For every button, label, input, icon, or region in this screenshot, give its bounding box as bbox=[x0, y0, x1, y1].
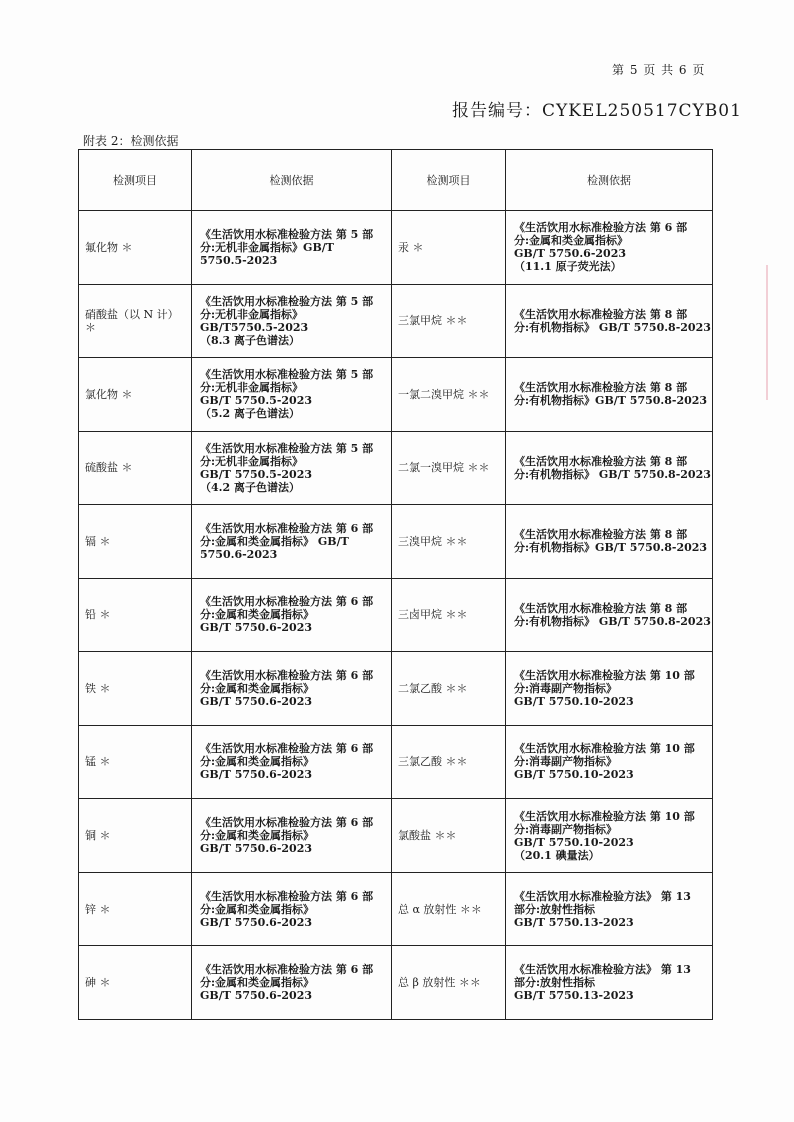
table-row bbox=[79, 872, 713, 946]
method-line: GB/T 5750.13-2023 bbox=[514, 989, 634, 1003]
method-cell-right bbox=[506, 872, 713, 946]
method-cell-right bbox=[506, 652, 713, 726]
method-cell-right bbox=[506, 358, 713, 432]
method-cell-left bbox=[192, 799, 392, 873]
method-line: GB/T 5750.6-2023 bbox=[200, 694, 313, 708]
method-line: 分:金属和类金属指标》 bbox=[200, 976, 315, 990]
method-line: 分:有机物指标》 GB/T 5750.8-2023 bbox=[514, 614, 711, 628]
item-cell-right: 二氯乙酸 ＊＊ bbox=[392, 652, 506, 726]
method-cell-right bbox=[506, 946, 713, 1020]
method-line: （4.2 离子色谱法） bbox=[200, 480, 300, 494]
method-line: 《生活饮用水标准检验方法 第 6 部 bbox=[200, 742, 374, 756]
method-line: 《生活饮用水标准检验方法 第 5 部 bbox=[200, 441, 374, 455]
method-cell-left bbox=[192, 211, 392, 285]
method-cell-left bbox=[192, 358, 392, 432]
method-line: GB/T 5750.6-2023 bbox=[200, 621, 313, 635]
method-line: 5750.5-2023 bbox=[200, 253, 278, 267]
method-line: GB/T 5750.10-2023 bbox=[514, 694, 634, 708]
method-line: 《生活饮用水标准检验方法 第 10 部 bbox=[514, 742, 695, 756]
table-row bbox=[79, 505, 713, 579]
table-row bbox=[79, 431, 713, 505]
method-cell-right bbox=[506, 578, 713, 652]
method-line: 分:有机物指标》 GB/T 5750.8-2023 bbox=[514, 320, 711, 334]
method-line: 《生活饮用水标准检验方法 第 6 部 bbox=[200, 595, 374, 609]
method-line: 分:金属和类金属指标》 bbox=[200, 681, 315, 695]
detection-basis-table bbox=[78, 149, 713, 1020]
method-line: （8.3 离子色谱法） bbox=[200, 333, 300, 347]
item-cell-left: 铁 ＊ bbox=[79, 652, 192, 726]
item-cell-left: 镉 ＊ bbox=[79, 505, 192, 579]
table-row bbox=[79, 578, 713, 652]
item-cell-left: 铅 ＊ bbox=[79, 578, 192, 652]
header-item-1: 检测项目 bbox=[79, 150, 192, 211]
method-cell-right bbox=[506, 505, 713, 579]
method-line: GB/T 5750.6-2023 bbox=[514, 247, 627, 261]
item-cell-left: 锰 ＊ bbox=[79, 725, 192, 799]
method-line: 《生活饮用水标准检验方法 第 5 部 bbox=[200, 227, 374, 241]
method-line: 分:无机非金属指标》 bbox=[200, 454, 304, 468]
method-line: 《生活饮用水标准检验方法》 第 13 bbox=[514, 963, 691, 977]
report-number: 报告编号：CYKEL250517CYB01 bbox=[452, 101, 742, 121]
method-line: 《生活饮用水标准检验方法 第 5 部 bbox=[200, 294, 374, 308]
item-cell-right: 汞 ＊ bbox=[392, 211, 506, 285]
appendix-title: 附表 2：检测依据 bbox=[83, 134, 179, 148]
method-line: 《生活饮用水标准检验方法 第 8 部 bbox=[514, 307, 688, 321]
method-cell-right bbox=[506, 431, 713, 505]
method-line: GB/T 5750.5-2023 bbox=[200, 467, 313, 481]
method-line: 5750.6-2023 bbox=[200, 547, 278, 561]
method-line: GB/T 5750.6-2023 bbox=[200, 915, 313, 929]
method-line: 《生活饮用水标准检验方法 第 6 部 bbox=[200, 668, 374, 682]
method-cell-right bbox=[506, 799, 713, 873]
method-cell-left bbox=[192, 284, 392, 358]
method-line: GB/T 5750.13-2023 bbox=[514, 915, 634, 929]
table-header-row bbox=[79, 150, 713, 211]
method-line: 《生活饮用水标准检验方法 第 8 部 bbox=[514, 528, 688, 542]
header-item-2: 检测项目 bbox=[392, 150, 506, 211]
method-line: 《生活饮用水标准检验方法 第 6 部 bbox=[200, 521, 374, 535]
method-line: 《生活饮用水标准检验方法 第 5 部 bbox=[200, 368, 374, 382]
method-line: 分:无机非金属指标》 bbox=[200, 381, 304, 395]
method-line: （20.1 碘量法） bbox=[514, 848, 600, 862]
method-cell-left bbox=[192, 431, 392, 505]
item-cell-left: 硝酸盐（以 N 计）＊ bbox=[79, 284, 192, 358]
method-line: GB/T 5750.5-2023 bbox=[200, 394, 313, 408]
method-line: 分:无机非金属指标》GB/T bbox=[200, 240, 334, 254]
method-line: 分:金属和类金属指标》 bbox=[200, 902, 315, 916]
method-line: （11.1 原子荧光法） bbox=[514, 260, 622, 274]
item-cell-right: 三氯乙酸 ＊＊ bbox=[392, 725, 506, 799]
method-cell-right bbox=[506, 725, 713, 799]
header-method-1: 检测依据 bbox=[192, 150, 392, 211]
method-line: 分:无机非金属指标》 bbox=[200, 307, 304, 321]
item-cell-left: 硫酸盐 ＊ bbox=[79, 431, 192, 505]
method-line: 《生活饮用水标准检验方法 第 6 部 bbox=[200, 963, 374, 977]
method-line: 分:金属和类金属指标》 bbox=[200, 829, 315, 843]
method-line: 分:金属和类金属指标》 GB/T bbox=[200, 534, 349, 548]
method-line: GB/T 5750.6-2023 bbox=[200, 989, 313, 1003]
table-row bbox=[79, 652, 713, 726]
method-line: 分:有机物指标》GB/T 5750.8-2023 bbox=[514, 394, 708, 408]
item-cell-left: 氟化物 ＊ bbox=[79, 211, 192, 285]
method-line: 分:有机物指标》 GB/T 5750.8-2023 bbox=[514, 467, 711, 481]
method-line: GB/T 5750.6-2023 bbox=[200, 842, 313, 856]
item-cell-right: 一氯二溴甲烷 ＊＊ bbox=[392, 358, 506, 432]
table-row bbox=[79, 946, 713, 1020]
method-cell-left bbox=[192, 725, 392, 799]
method-cell-right bbox=[506, 284, 713, 358]
method-line: 分:消毒副产物指标》 bbox=[514, 681, 618, 695]
method-cell-right bbox=[506, 211, 713, 285]
method-line: GB/T 5750.10-2023 bbox=[514, 768, 634, 782]
method-line: （5.2 离子色谱法） bbox=[200, 407, 300, 421]
seal-edge-mark bbox=[766, 265, 794, 400]
method-line: GB/T 5750.6-2023 bbox=[200, 768, 313, 782]
method-line: 《生活饮用水标准检验方法 第 8 部 bbox=[514, 601, 688, 615]
table-row bbox=[79, 799, 713, 873]
item-cell-right: 总 β 放射性 ＊＊ bbox=[392, 946, 506, 1020]
table-body bbox=[79, 211, 713, 1020]
method-line: 《生活饮用水标准检验方法 第 10 部 bbox=[514, 668, 695, 682]
item-cell-right: 三氯甲烷 ＊＊ bbox=[392, 284, 506, 358]
method-line: GB/T5750.5-2023 bbox=[200, 320, 309, 334]
method-line: 分:消毒副产物指标》 bbox=[514, 822, 618, 836]
method-line: 《生活饮用水标准检验方法 第 6 部 bbox=[514, 221, 688, 235]
item-cell-right: 三溴甲烷 ＊＊ bbox=[392, 505, 506, 579]
method-cell-left bbox=[192, 946, 392, 1020]
method-cell-left bbox=[192, 872, 392, 946]
item-cell-left: 氯化物 ＊ bbox=[79, 358, 192, 432]
table-row bbox=[79, 725, 713, 799]
method-line: 部分:放射性指标 bbox=[514, 976, 596, 990]
item-cell-right: 三卤甲烷 ＊＊ bbox=[392, 578, 506, 652]
item-cell-right: 总 α 放射性 ＊＊ bbox=[392, 872, 506, 946]
method-line: 分:消毒副产物指标》 bbox=[514, 755, 618, 769]
item-cell-left: 砷 ＊ bbox=[79, 946, 192, 1020]
method-line: 《生活饮用水标准检验方法 第 10 部 bbox=[514, 809, 695, 823]
method-cell-left bbox=[192, 578, 392, 652]
header-method-2: 检测依据 bbox=[506, 150, 713, 211]
method-line: 《生活饮用水标准检验方法 第 6 部 bbox=[200, 889, 374, 903]
table-row bbox=[79, 211, 713, 285]
method-line: 分:有机物指标》GB/T 5750.8-2023 bbox=[514, 541, 708, 555]
page-number: 第 5 页 共 6 页 bbox=[612, 63, 706, 77]
table-row bbox=[79, 358, 713, 432]
method-line: 《生活饮用水标准检验方法 第 6 部 bbox=[200, 816, 374, 830]
table-row bbox=[79, 284, 713, 358]
method-line: 分:金属和类金属指标》 bbox=[514, 234, 629, 248]
item-cell-right: 氯酸盐 ＊＊ bbox=[392, 799, 506, 873]
method-line: 《生活饮用水标准检验方法》 第 13 bbox=[514, 889, 691, 903]
method-line: 部分:放射性指标 bbox=[514, 902, 596, 916]
item-cell-left: 锌 ＊ bbox=[79, 872, 192, 946]
method-cell-left bbox=[192, 652, 392, 726]
method-line: 分:金属和类金属指标》 bbox=[200, 755, 315, 769]
item-cell-right: 二氯一溴甲烷 ＊＊ bbox=[392, 431, 506, 505]
item-cell-left: 铜 ＊ bbox=[79, 799, 192, 873]
method-line: 《生活饮用水标准检验方法 第 8 部 bbox=[514, 454, 688, 468]
method-line: GB/T 5750.10-2023 bbox=[514, 835, 634, 849]
method-line: 《生活饮用水标准检验方法 第 8 部 bbox=[514, 381, 688, 395]
method-line: 分:金属和类金属指标》 bbox=[200, 608, 315, 622]
method-cell-left bbox=[192, 505, 392, 579]
